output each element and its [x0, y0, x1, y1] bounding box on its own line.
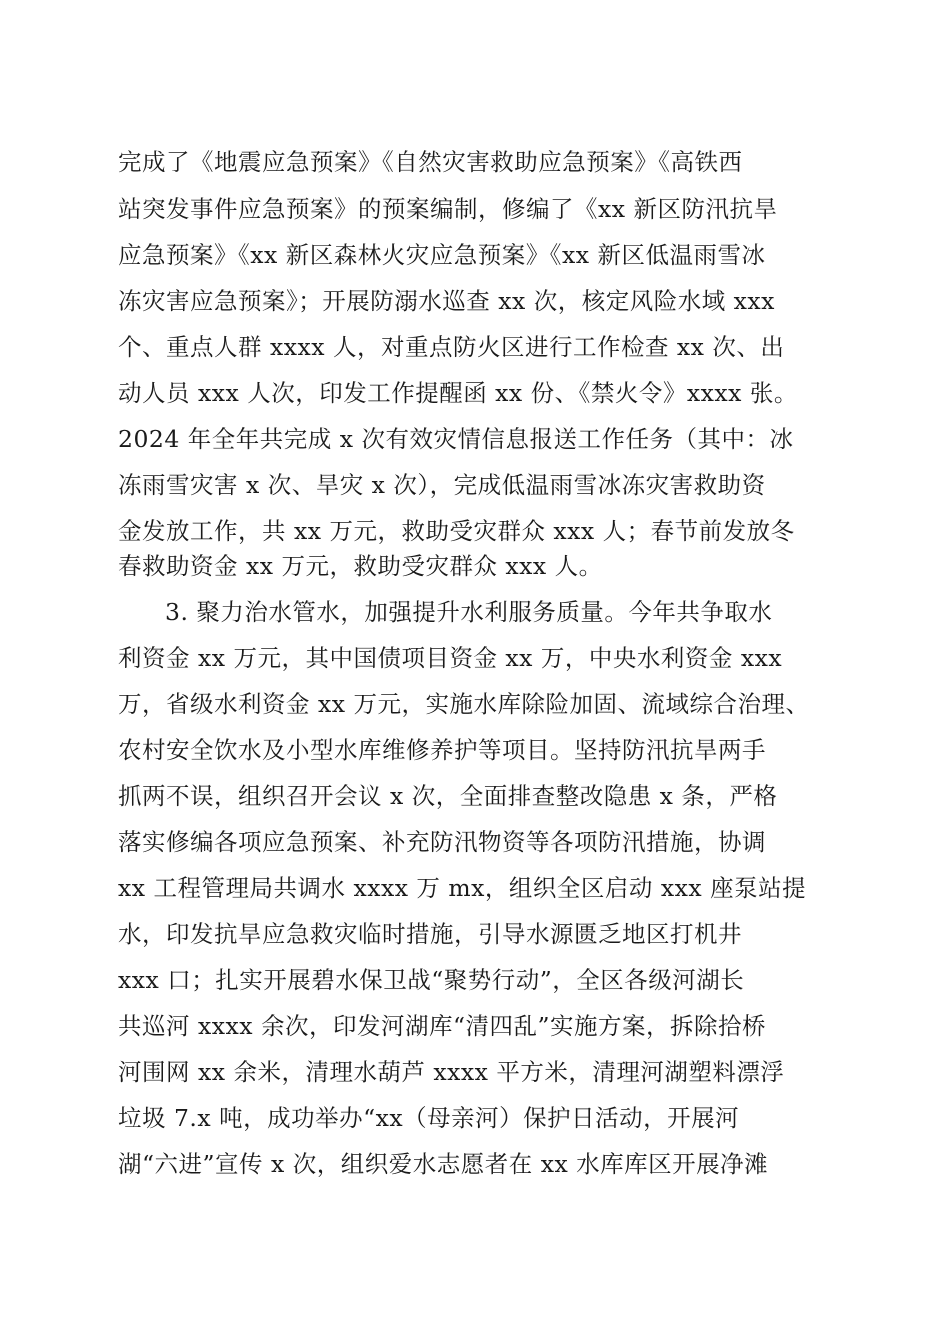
text-line: 万，省级水利资金 xx 万元，实施水库除险加固、流域综合治理、	[118, 690, 810, 718]
text-line: 农村安全饮水及小型水库维修养护等项目。坚持防汛抗旱两手	[118, 736, 766, 764]
text-line: 共巡河 xxxx 余次，印发河湖库“清四乱”实施方案，拆除拾桥	[118, 1012, 766, 1040]
text-line: 利资金 xx 万元，其中国债项目资金 xx 万，中央水利资金 xxx	[118, 644, 783, 672]
text-line: 完成了《地震应急预案》《自然灾害救助应急预案》《高铁西	[118, 148, 743, 176]
text-line: xxx 口；扎实开展碧水保卫战“聚势行动”，全区各级河湖长	[118, 966, 745, 994]
paragraph-heading: 3. 聚力治水管水，加强提升水利服务质量。今年共争取水	[165, 598, 773, 626]
text-line: 金发放工作，共 xx 万元，救助受灾群众 xxx 人；春节前发放冬	[118, 517, 795, 545]
text-line: 2024 年全年共完成 x 次有效灾情信息报送工作任务（其中：冰	[118, 425, 794, 453]
text-line: 应急预案》《xx 新区森林火灾应急预案》《xx 新区低温雨雪冰	[118, 241, 766, 269]
text-line: 水，印发抗旱应急救灾临时措施，引导水源匮乏地区打机井	[118, 920, 742, 948]
text-line: 冻雨雪灾害 x 次、旱灾 x 次），完成低温雨雪冰冻灾害救助资	[118, 471, 766, 499]
text-line: 春救助资金 xx 万元，救助受灾群众 xxx 人。	[118, 552, 603, 580]
text-line: 湖“六进”宣传 x 次，组织爱水志愿者在 xx 水库库区开展净滩	[118, 1150, 769, 1178]
text-line: 冻灾害应急预案》；开展防溺水巡查 xx 次，核定风险水域 xxx	[118, 287, 775, 315]
text-line: 河围网 xx 余米，清理水葫芦 xxxx 平方米，清理河湖塑料漂浮	[118, 1058, 785, 1086]
text-line: 站突发事件应急预案》的预案编制，修编了《xx 新区防汛抗旱	[118, 195, 778, 223]
text-line: 个、重点人群 xxxx 人，对重点防火区进行工作检查 xx 次、出	[118, 333, 785, 361]
text-line: xx 工程管理局共调水 xxxx 万 mx，组织全区启动 xxx 座泵站提	[118, 874, 807, 902]
text-line: 抓两不误，组织召开会议 x 次，全面排查整改隐患 x 条，严格	[118, 782, 778, 810]
text-line: 垃圾 7.x 吨，成功举办“xx（母亲河）保护日活动，开展河	[118, 1104, 740, 1132]
text-line: 落实修编各项应急预案、补充防汛物资等各项防汛措施，协调	[118, 828, 766, 856]
text-line: 动人员 xxx 人次，印发工作提醒函 xx 份、《禁火令》xxxx 张。	[118, 379, 798, 407]
